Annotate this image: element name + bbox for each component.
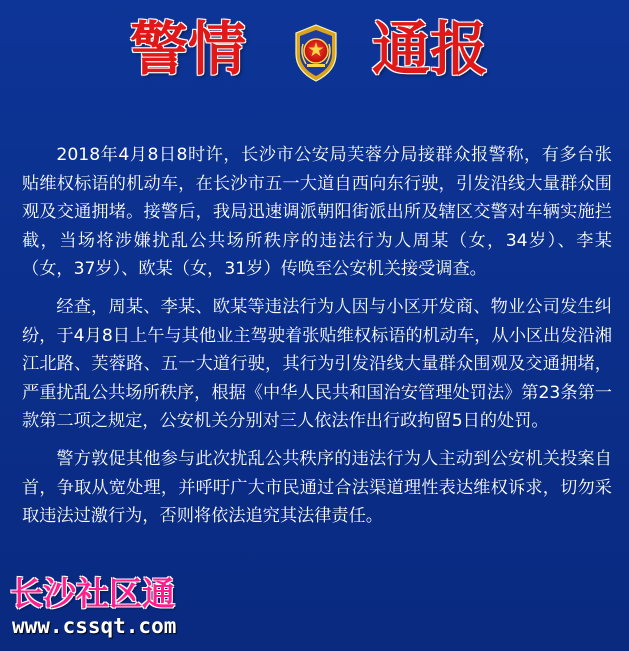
watermark-url: www.cssqt.com (12, 614, 177, 638)
title-left: 警情 (130, 15, 247, 83)
title-right: 通报 (372, 15, 489, 83)
police-emblem-icon (292, 24, 340, 82)
paragraph-2: 经查，周某、李某、欧某等违法行为人因与小区开发商、物业公司发生纠纷，于4月8日上午与其他业主驾驶着张贴维权标语的机动车，从小区出发沿湘江北路、芙蓉路、五一大道行驶，其行为引发沿线大量群众围观及交通拥堵，严重扰乱公共场所秩序，根据《中华人民共和国治安管理处罚法》第23条第一款第二项之规定，公安机关分别对三人依法作出行政拘留5日的处罚。 (22, 296, 612, 432)
watermark-name: 长沙社区通 (10, 574, 175, 613)
notice-body (22, 141, 612, 540)
paragraph-3: 警方敦促其他参与此次扰乱公共秩序的违法行为人主动到公安机关投案自首，争取从宽处理，并呼吁广大市民通过合法渠道理性表达维权诉求，切勿采取违法过激行为，否则将依法追究其法律责任。 (22, 448, 612, 527)
watermark (10, 574, 250, 644)
header (0, 14, 629, 90)
paragraph-1: 2018年4月8日8时许，长沙市公安局芙蓉分局接群众报警称，有多台张贴维权标语的机动车，在长沙市五一大道自西向东行驶，引发沿线大量群众围观及交通拥堵。接警后，我局迅速调派朝阳街派出所及辖区交警对车辆实施拦截，当场将涉嫌扰乱公共场所秩序的违法行为人周某（女，34岁）、李某（女，37岁）、欧某（女，31岁）传唤至公安机关接受调查。 (22, 145, 612, 280)
